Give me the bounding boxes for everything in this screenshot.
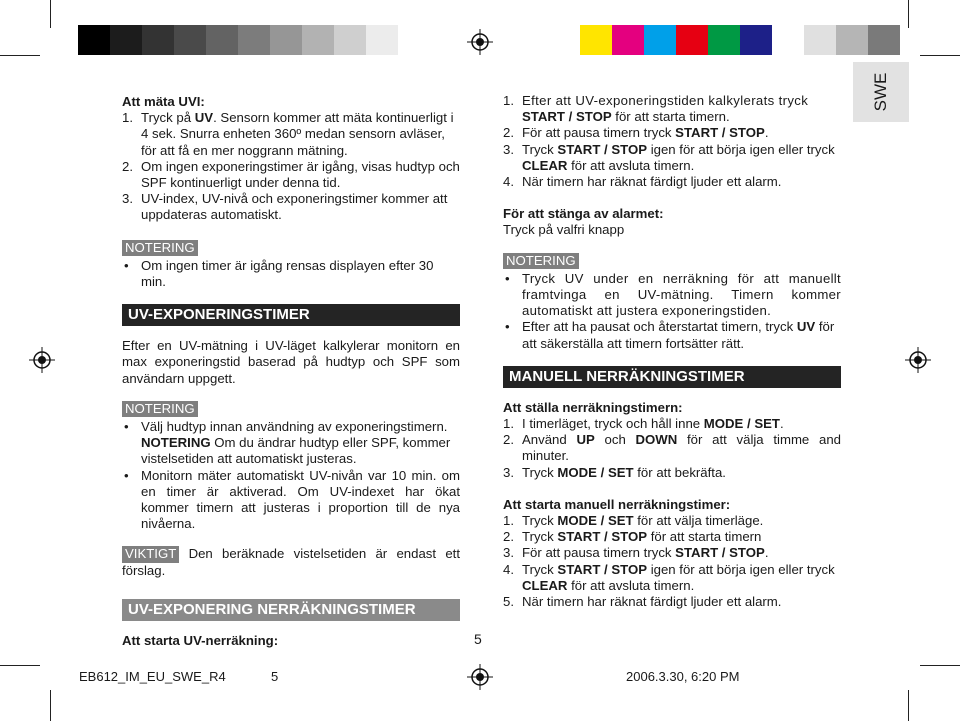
list-item: 3. För att pausa timern tryck START / STOP.: [503, 545, 769, 561]
registration-mark-icon: [467, 29, 493, 55]
list-item: 4. När timern har räknat färdigt ljuder ett alarm.: [503, 174, 782, 190]
list-item: 2. Använd UP och DOWN för att välja timme and minuter.: [503, 432, 841, 464]
alarm-text: Tryck på valfri knapp: [503, 222, 625, 238]
list-item: 3. Tryck MODE / SET för att bekräfta.: [503, 464, 726, 480]
note-bullet: • Monitorn mäter automatiskt UV-nivån var 10 min. om en timer är aktiverad. Om UV-indexet har ökat kommer timern att justeras i proportion till de nya nivåerna.: [122, 468, 460, 533]
list-item: 5. När timern har räknat färdigt ljuder ett alarm.: [503, 594, 782, 610]
note-bullet: • Efter att ha pausat och återstartat timern, tryck UV för att säkerställa att timern fortsätter rätt.: [503, 319, 841, 351]
registration-mark-icon: [467, 664, 493, 690]
subheading: Att starta UV-nerräkning:: [122, 632, 279, 648]
list-item: 2. Om ingen exponeringstimer är igång, visas hudtyp och SPF kontinuerligt under denna tid.: [122, 158, 460, 191]
right-column: [503, 93, 841, 610]
list-item: 4. Tryck START / STOP igen för att börja igen eller tryck CLEAR för att avsluta timern.: [503, 561, 835, 593]
note-bullet: • Välj hudtyp innan användning av exponeringstimern.: [122, 419, 460, 435]
list-item: 3. UV-index, UV-nivå och exponeringstimer kommer att uppdateras automatiskt.: [122, 191, 448, 223]
important-note: VIKTIGT Den beräknade vistelsetiden är endast ett förslag.: [122, 546, 460, 578]
left-column: [122, 94, 460, 649]
list-item: 2. Tryck START / STOP för att starta timern: [503, 529, 762, 545]
crop-mark: [908, 0, 909, 28]
footer-filename: EB612_IM_EU_SWE_R4: [79, 669, 226, 684]
color-bar: [580, 25, 900, 55]
subheading: För att stänga av alarmet:: [503, 206, 664, 222]
measure-uvi-title: Att mäta UVI:: [122, 94, 205, 109]
footer-date: 2006.3.30, 6:20 PM: [626, 669, 740, 684]
registration-mark-icon: [29, 347, 55, 373]
list-item: 3. Tryck START / STOP igen för att börja igen eller tryck CLEAR för att avsluta timern.: [503, 141, 835, 173]
section-intro: Efter en UV-mätning i UV-läget kalkylerar monitorn en max exponeringstid baserad på hudtyp och SPF som användarn uppgett.: [122, 338, 460, 386]
crop-mark: [920, 665, 960, 666]
section-header: UV-EXPONERINGSTIMER: [122, 304, 460, 326]
crop-mark: [50, 0, 51, 28]
language-tab: [853, 62, 909, 122]
note-bullet: • Tryck UV under en nerräkning för att manuellt framtvinga en UV-mätning. Timern kommer automatiskt att justera exponeringstiden.: [503, 271, 841, 320]
page-number: 5: [474, 631, 482, 647]
subheading: Att ställa nerräkningstimern:: [503, 399, 683, 415]
crop-mark: [50, 690, 51, 721]
section-header: UV-EXPONERING NERRÄKNINGSTIMER: [122, 599, 460, 621]
note-bullet: • Om ingen timer är igång rensas displayen efter 30 min.: [122, 258, 460, 290]
list-item: 1. Efter att UV-exponeringstiden kalkylerats tryck START / STOP för att starta timern.: [503, 93, 809, 125]
list-item: 1. I timerläget, tryck och håll inne MODE / SET.: [503, 416, 784, 432]
list-item: 1. Tryck på UV. Sensorn kommer att mäta kontinuerligt i 4 sek. Snurra enheten 360º medan sensorn avläser, för att få en mer noggrann mätning.: [122, 110, 454, 158]
subheading: Att starta manuell nerräkningstimer:: [503, 496, 731, 512]
list-item: 1. Tryck MODE / SET för att välja timerläge.: [503, 513, 764, 529]
section-header: MANUELL NERRÄKNINGSTIMER: [503, 366, 841, 388]
note-label: NOTERING: [122, 401, 198, 417]
language-tab-label: SWE: [871, 72, 890, 112]
note-inline: NOTERING Om du ändrar hudtyp eller SPF, kommer vistelsetiden att automatiskt justeras.: [141, 435, 451, 467]
note-label: NOTERING: [503, 253, 579, 269]
crop-mark: [908, 690, 909, 721]
footer-page: 5: [271, 669, 279, 684]
crop-mark: [0, 665, 40, 666]
note-label: NOTERING: [122, 240, 198, 256]
registration-mark-icon: [905, 347, 931, 373]
crop-mark: [920, 55, 960, 56]
list-item: 2. För att pausa timern tryck START / STOP.: [503, 125, 769, 141]
crop-mark: [0, 55, 40, 56]
grayscale-bar: [78, 25, 398, 55]
